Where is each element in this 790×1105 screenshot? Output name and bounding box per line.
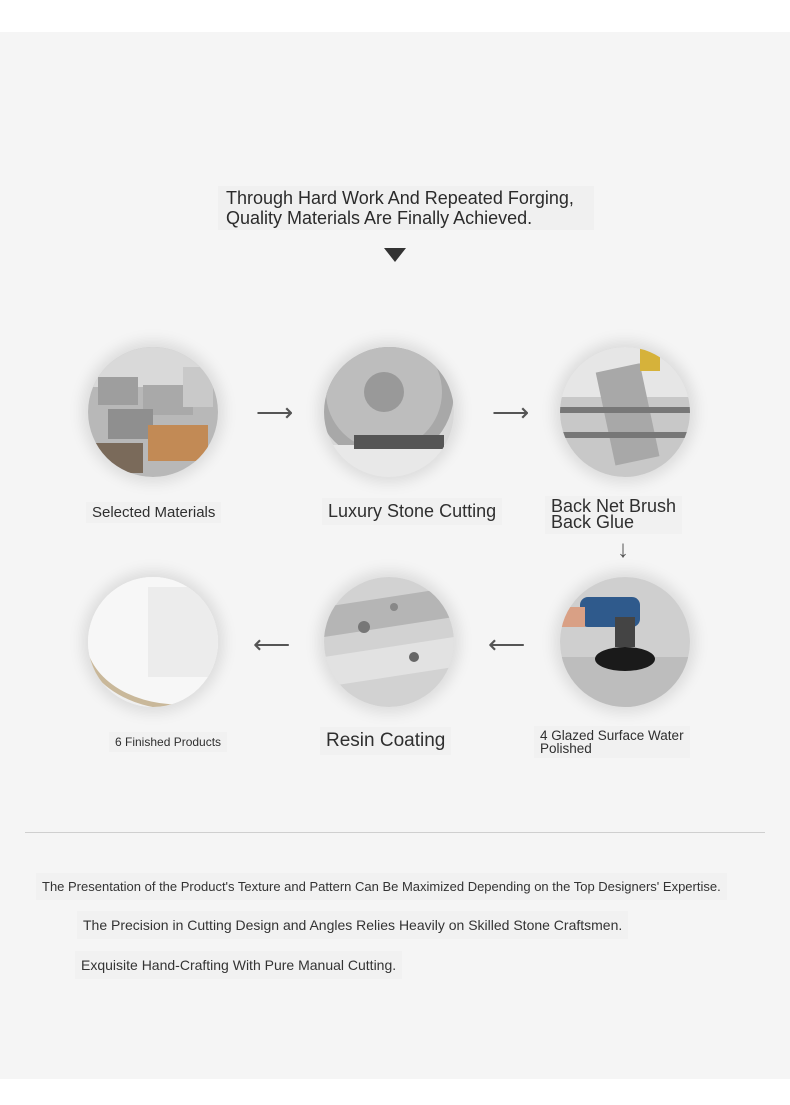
step-3-label-line-2: Back Glue [551, 512, 635, 532]
step-4-label-line-1: 4 Glazed Surface Water [540, 728, 684, 743]
arrow-right-icon: ⟶ [492, 397, 530, 427]
step-3-label-line-1: Back Net Brush [551, 496, 677, 516]
step-3-image-slab-rack [560, 347, 690, 477]
step-6-image-finished-table [88, 577, 218, 707]
arrow-left-icon: ⟵ [488, 629, 526, 659]
step-2-label: Luxury Stone Cutting [322, 498, 502, 525]
arrow-left-icon: ⟵ [253, 629, 291, 659]
note-texture: The Presentation of the Product's Texture and Pattern Can Be Maximized Depending on the Top Designers' Expertise. [36, 873, 727, 900]
step-3-label [545, 496, 682, 534]
step-4-label-line-2: Polished [540, 741, 592, 756]
page-headline [218, 186, 594, 230]
note-precision: The Precision in Cutting Design and Angles Relies Heavily on Skilled Stone Craftsmen. [77, 911, 628, 939]
step-4-label [534, 726, 690, 758]
headline-line-2: Quality Materials Are Finally Achieved. [226, 208, 533, 228]
step-5-image-marble-surface [324, 577, 454, 707]
section-divider [25, 832, 765, 833]
step-6-label: 6 Finished Products [109, 732, 227, 752]
arrow-down-icon: ↓ [617, 536, 629, 563]
note-handcrafting: Exquisite Hand-Crafting With Pure Manual Cutting. [75, 951, 402, 979]
step-1-label: Selected Materials [86, 502, 221, 523]
headline-line-1: Through Hard Work And Repeated Forging, [226, 188, 574, 208]
step-5-label: Resin Coating [320, 727, 451, 755]
step-1-image-stone-blocks [88, 347, 218, 477]
step-4-image-polisher [560, 577, 690, 707]
arrow-right-icon: ⟶ [256, 397, 294, 427]
step-2-image-cutting-blade [324, 347, 454, 477]
triangle-down-icon [384, 248, 406, 262]
